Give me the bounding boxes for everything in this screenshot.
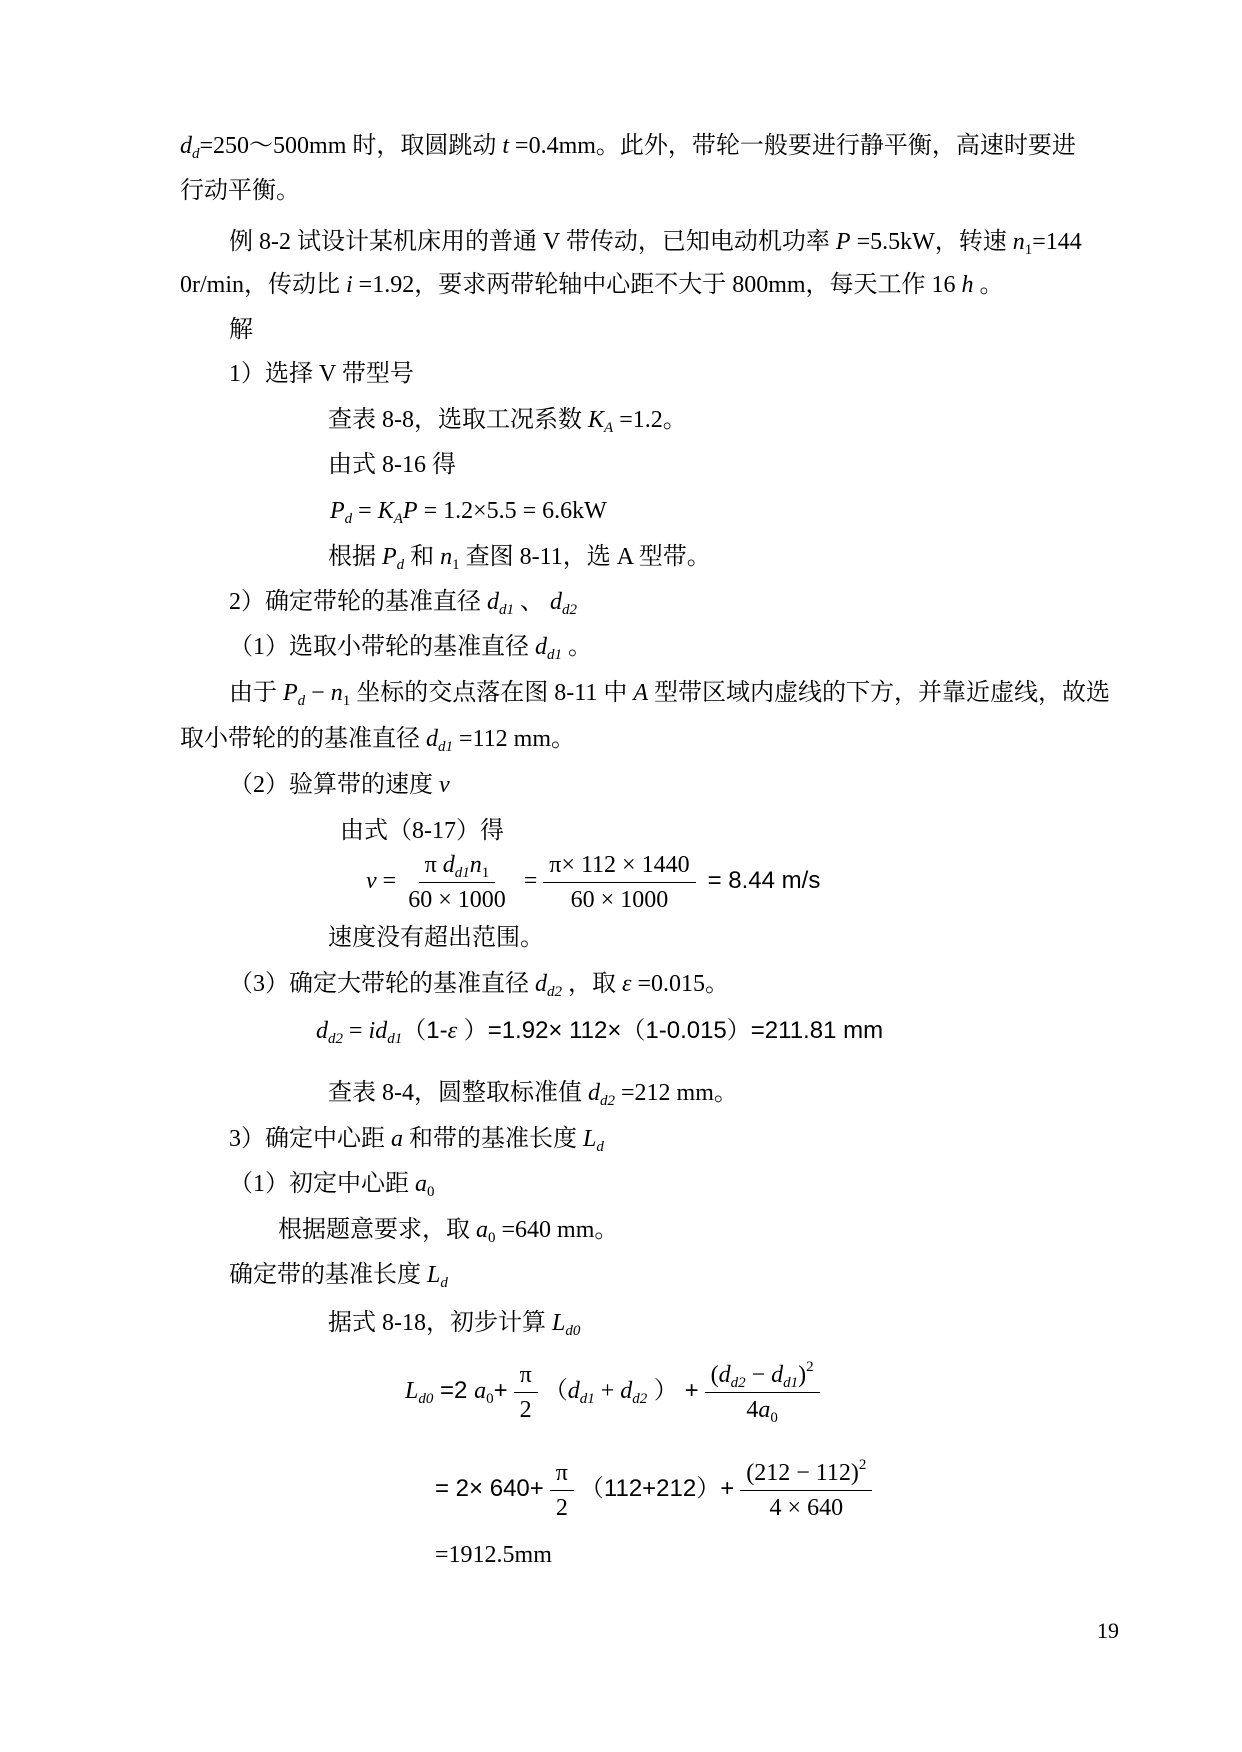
text-line: $d_d=250\sim 500mm$ 时，取圆跳动 t =0.4mm。此外，带轮一般要进行静平衡，高速时要进 bbox=[180, 133, 1076, 162]
result-line: =1912.5mm bbox=[435, 1542, 552, 1568]
text-line: 速度没有超出范围。 bbox=[328, 925, 544, 951]
example-heading: 例 8-2 试设计某机床用的普通 V 带传动，已知电动机功率 P =5.5kW，转速 $n_1=144$ bbox=[229, 229, 1082, 258]
text-line: 查表 8-8，选取工况系数 $K_A =1.2$。 bbox=[328, 407, 687, 436]
page-number: 19 bbox=[1097, 1618, 1119, 1643]
text-line: 由于 $P_d - n_1$ 坐标的交点落在图 8-11 中 A 型带区域内虚线的下方，并靠近虚线，故选 bbox=[229, 680, 1110, 709]
length-calculation: = 2× 640+ $\frac{\pi}{2}$ （112+212）+ $\frac{(212 - 112)^2}{4 \times 640}$ bbox=[435, 1454, 878, 1524]
sub-step-heading: （1）初定中心距 $a_0$ bbox=[229, 1171, 435, 1200]
text-line: 确定带的基准长度 $L_d$ bbox=[229, 1262, 448, 1291]
sub-step-heading: （1）选取小带轮的基准直径 $d_{d1}$ 。 bbox=[229, 634, 592, 663]
step-heading: 1）选择 V 带型号 bbox=[229, 361, 414, 387]
velocity-formula: v = $\frac{\pi d_{d1}n_1}{60 \times 1000}$ = $\frac{\pi\times 112 \times 1440}{60 \times 1000}$ = 8.44 m/s bbox=[366, 851, 821, 913]
solution-label: 解 bbox=[229, 317, 253, 343]
text-line: 查表 8-4，圆整取标准值 $d_{d2} =212$ mm。 bbox=[328, 1080, 738, 1109]
text-line: 0r/min，传动比 i =1.92，要求两带轮轴中心距不大于 800mm，每天工作 16 h 。 bbox=[180, 272, 1004, 298]
sub-step-heading: （2）验算带的速度 v bbox=[229, 772, 450, 798]
sub-step-heading: （3）确定大带轮的基准直径 $d_{d2}$ ，取 ε =0.015。 bbox=[229, 971, 730, 1000]
formula: $P_d = K_AP = 1.2\times 5.5 = 6.6kW$ bbox=[330, 498, 607, 527]
step-heading: 2）确定带轮的基准直径 $d_{d1}$ 、 $d_{d2}$ bbox=[229, 589, 577, 618]
formula: $d_{d2} = id_{d1}(1-\varepsilon$ ）=1.92× 112×（1-0.015）=211.81 mm bbox=[316, 1017, 884, 1047]
text-line: 取小带轮的的基准直径 $d_{d1} =112$ mm。 bbox=[180, 726, 575, 755]
text-line: 由式 8-16 得 bbox=[328, 452, 456, 478]
text-line: 行动平衡。 bbox=[180, 178, 300, 204]
text-line: 据式 8-18，初步计算 $L_{d0}$ bbox=[328, 1310, 581, 1339]
text-line: 根据题意要求，取 $a_0 =640$ mm。 bbox=[278, 1217, 619, 1246]
text-line: 由式（8-17）得 bbox=[340, 818, 504, 844]
length-formula: $L_{d0} =2$ $a_0+$ $\frac{\pi}{2}$ （$d_{d1} + d_{d2}$ ） + $\frac{(d_{d2} - d_{d1})^2}{4a_0}$ bbox=[405, 1356, 826, 1426]
step-heading: 3）确定中心距 a 和带的基准长度 $L_d$ bbox=[229, 1126, 604, 1155]
text-line: 根据 $P_d$ 和 $n_1$ 查图 8-11，选 A 型带。 bbox=[328, 544, 711, 573]
